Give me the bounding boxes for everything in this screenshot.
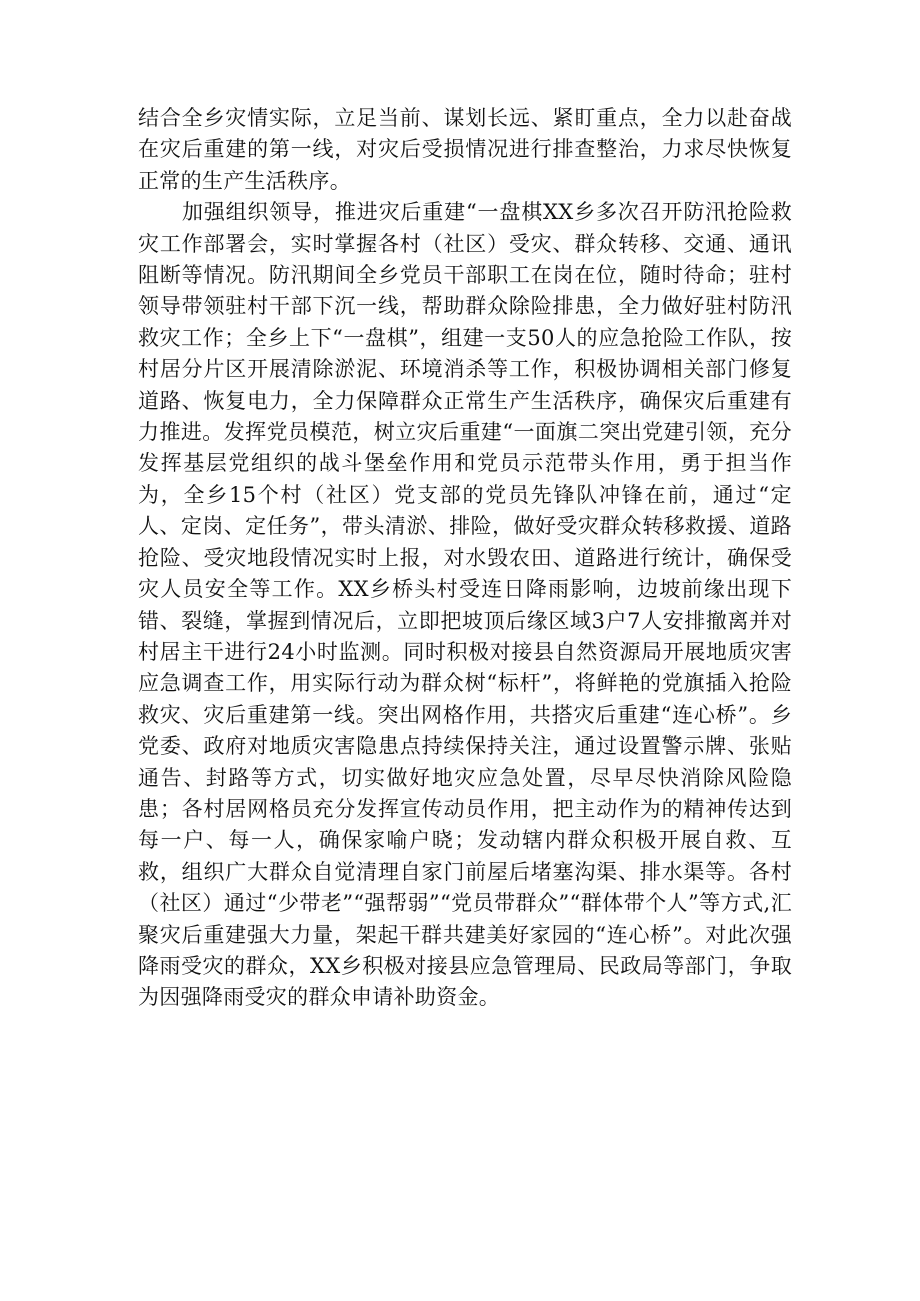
paragraph-intro-continuation: 结合全乡灾情实际，立足当前、谋划长远、紧盯重点，全力以赴奋战在灾后重建的第一线，对灾后受损情况进行排查整治，力求尽快恢复正常的生产生活秩序。 <box>138 106 792 193</box>
paragraph-reconstruction-measures: 加强组织领导，推进灾后重建“一盘棋XX乡多次召开防汛抢险救灾工作部署会，实时掌握各村（社区）受灾、群众转移、交通、通讯阻断等情况。防汛期间全乡党员干部职工在岗在位，随时待命；驻村领导带领驻村干部下沉一线，帮助群众除险排患，全力做好驻村防汛救灾工作；全乡上下“一盘棋”，组建一支50人的应急抢险工作队，按村居分片区开展清除淤泥、环境消杀等工作，积极协调相关部门修复道路、恢复电力，全力保障群众正常生产生活秩序，确保灾后重建有力推进。发挥党员模范，树立灾后重建“一面旗二突出党建引领，充分发挥基层党组织的战斗堡垒作用和党员示范带头作用，勇于担当作为，全乡15个村（社区）党支部的党员先锋队冲锋在前，通过“定人、定岗、定任务”，带头清淤、排险，做好受灾群众转移救援、道路抢险、受灾地段情况实时上报，对水毁农田、道路进行统计，确保受灾人员安全等工作。XX乡桥头村受连日降雨影响，边坡前缘出现下错、裂缝，掌握到情况后，立即把坡顶后缘区域3户7人安排撤离并对村居主干进行24小时监测。同时积极对接县自然资源局开展地质灾害应急调查工作，用实际行动为群众树“标杆”，将鲜艳的党旗插入抢险救灾、灾后重建第一线。突出网格作用，共搭灾后重建“连心桥”。乡党委、政府对地质灾害隐患点持续保持关注，通过设置警示牌、张贴通告、封路等方式，切实做好地灾应急处置，尽早尽快消除风险隐患；各村居网格员充分发挥宣传动员作用，把主动作为的精神传达到每一户、每一人，确保家喻户晓；发动辖内群众积极开展自救、互救，组织广大群众自觉清理自家门前屋后堵塞沟渠、排水渠等。各村（社区）通过“少带老”“强帮弱”“党员带群众”“群体带个人”等方式,汇聚灾后重建强大力量，架起干群共建美好家园的“连心桥”。对此次强降雨受灾的群众，XX乡积极对接县应急管理局、民政局等部门，争取为因强降雨受灾的群众申请补助资金。 <box>138 200 792 1010</box>
document-page <box>138 103 792 1014</box>
